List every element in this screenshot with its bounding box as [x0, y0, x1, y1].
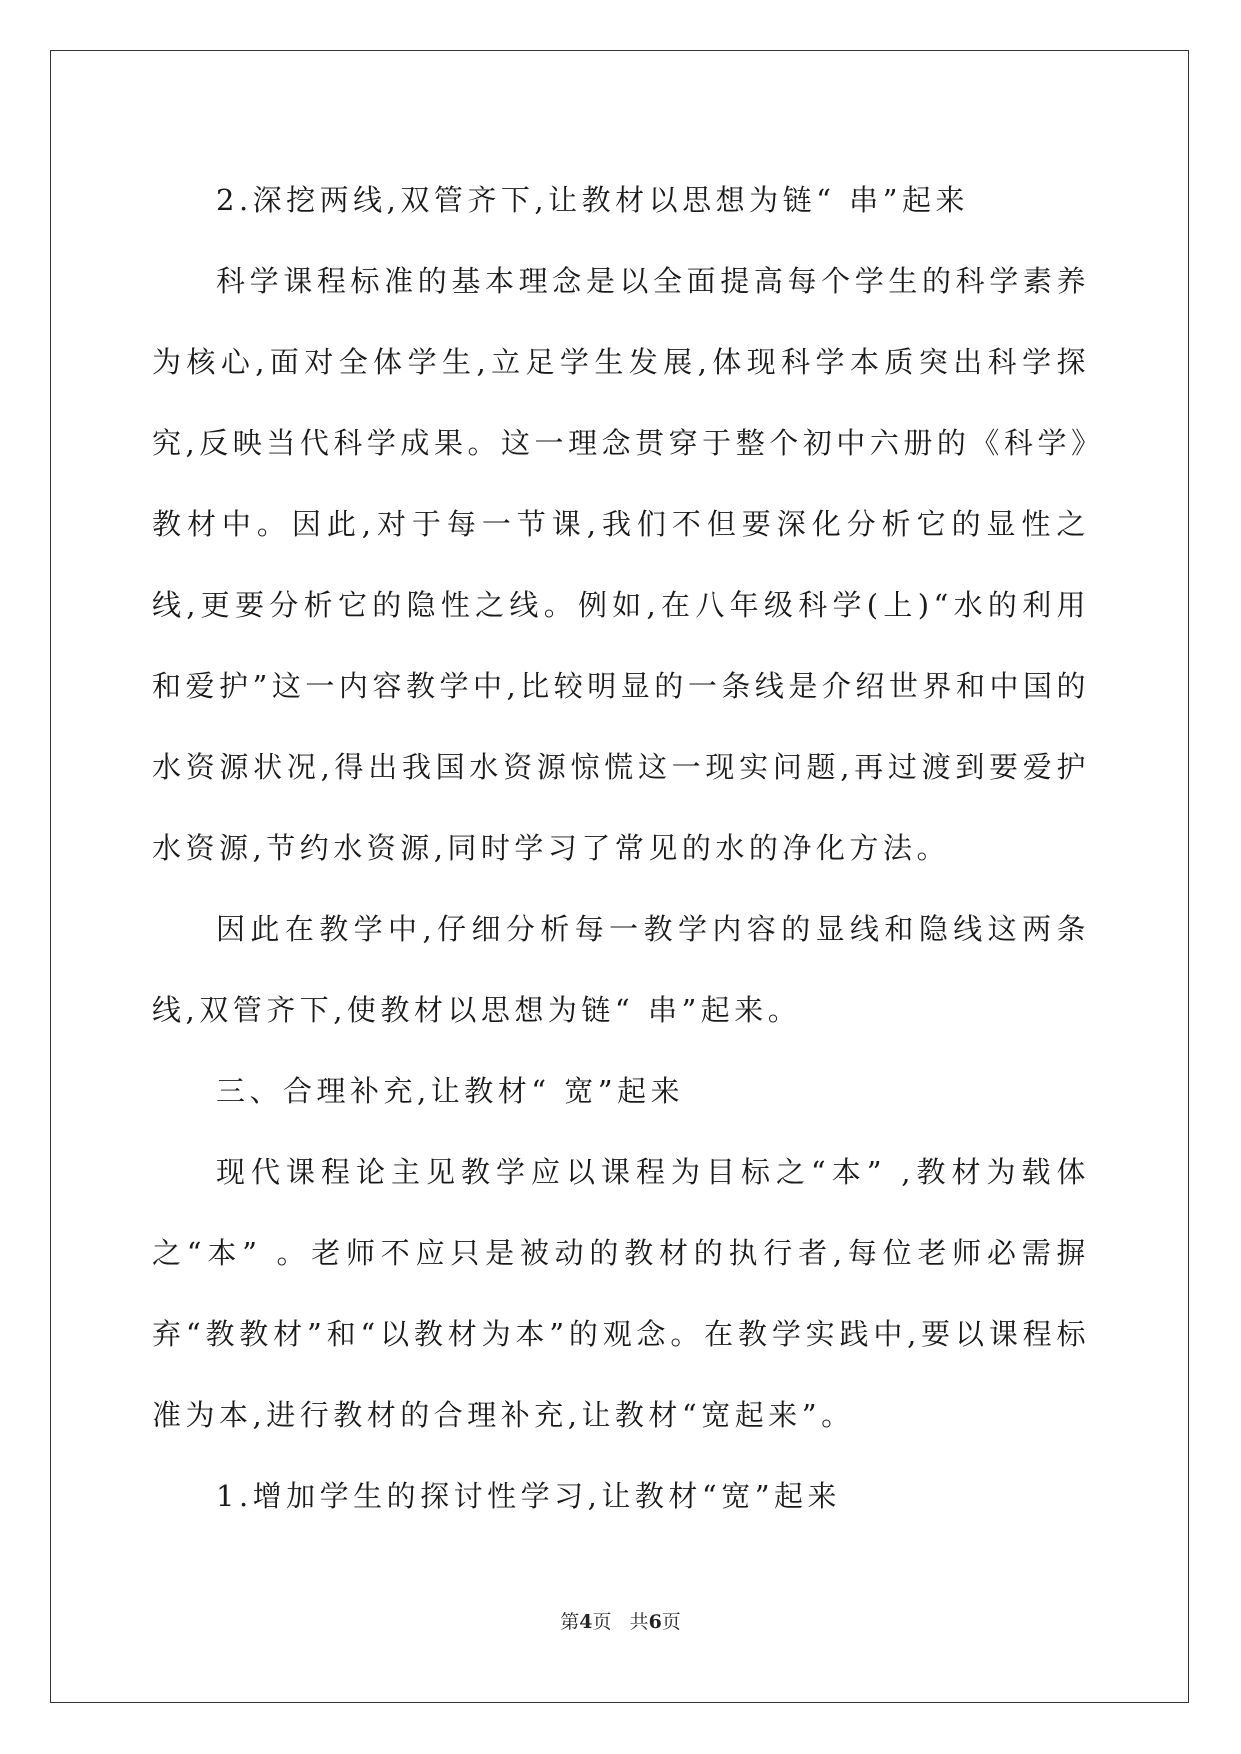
current-page-number: 4	[579, 1611, 593, 1633]
section-heading: 三、合理补充,让教材“ 宽”起来	[216, 1074, 685, 1108]
footer-middle: 页 共	[592, 1611, 649, 1633]
page-footer	[0, 1607, 1241, 1634]
body-paragraph: 因此在教学中,仔细分析每一教学内容的显线和隐线这两条线,双管齐下,使教材以思想为链“ 串”起来。	[152, 912, 1090, 1027]
footer-prefix: 第	[560, 1611, 580, 1633]
total-page-number: 6	[648, 1611, 662, 1633]
section-heading: 1.增加学生的探讨性学习,让教材“宽”起来	[216, 1479, 842, 1513]
section-heading: 2.深挖两线,双管齐下,让教材以思想为链“ 串”起来	[216, 183, 969, 217]
footer-suffix: 页	[661, 1611, 681, 1633]
body-paragraph: 现代课程论主见教学应以课程为目标之“本” ,教材为载体之“本” 。老师不应只是被动的教材的执行者,每位老师必需摒弃“教教材”和“以教材为本”的观念。在教学实践中,要以课程标准为本,进行教材的合理补充,让教材“宽起来”。	[152, 1155, 1090, 1432]
document-body	[152, 160, 1090, 1537]
body-paragraph: 科学课程标准的基本理念是以全面提高每个学生的科学素养为核心,面对全体学生,立足学生发展,体现科学本质突出科学探究,反映当代科学成果。这一理念贯穿于整个初中六册的《科学》教材中。因此,对于每一节课,我们不但要深化分析它的显性之线,更要分析它的隐性之线。例如,在八年级科学(上)“水的利用和爱护”这一内容教学中,比较明显的一条线是介绍世界和中国的水资源状况,得出我国水资源惊慌这一现实问题,再过渡到要爱护水资源,节约水资源,同时学习了常见的水的净化方法。	[152, 264, 1090, 865]
